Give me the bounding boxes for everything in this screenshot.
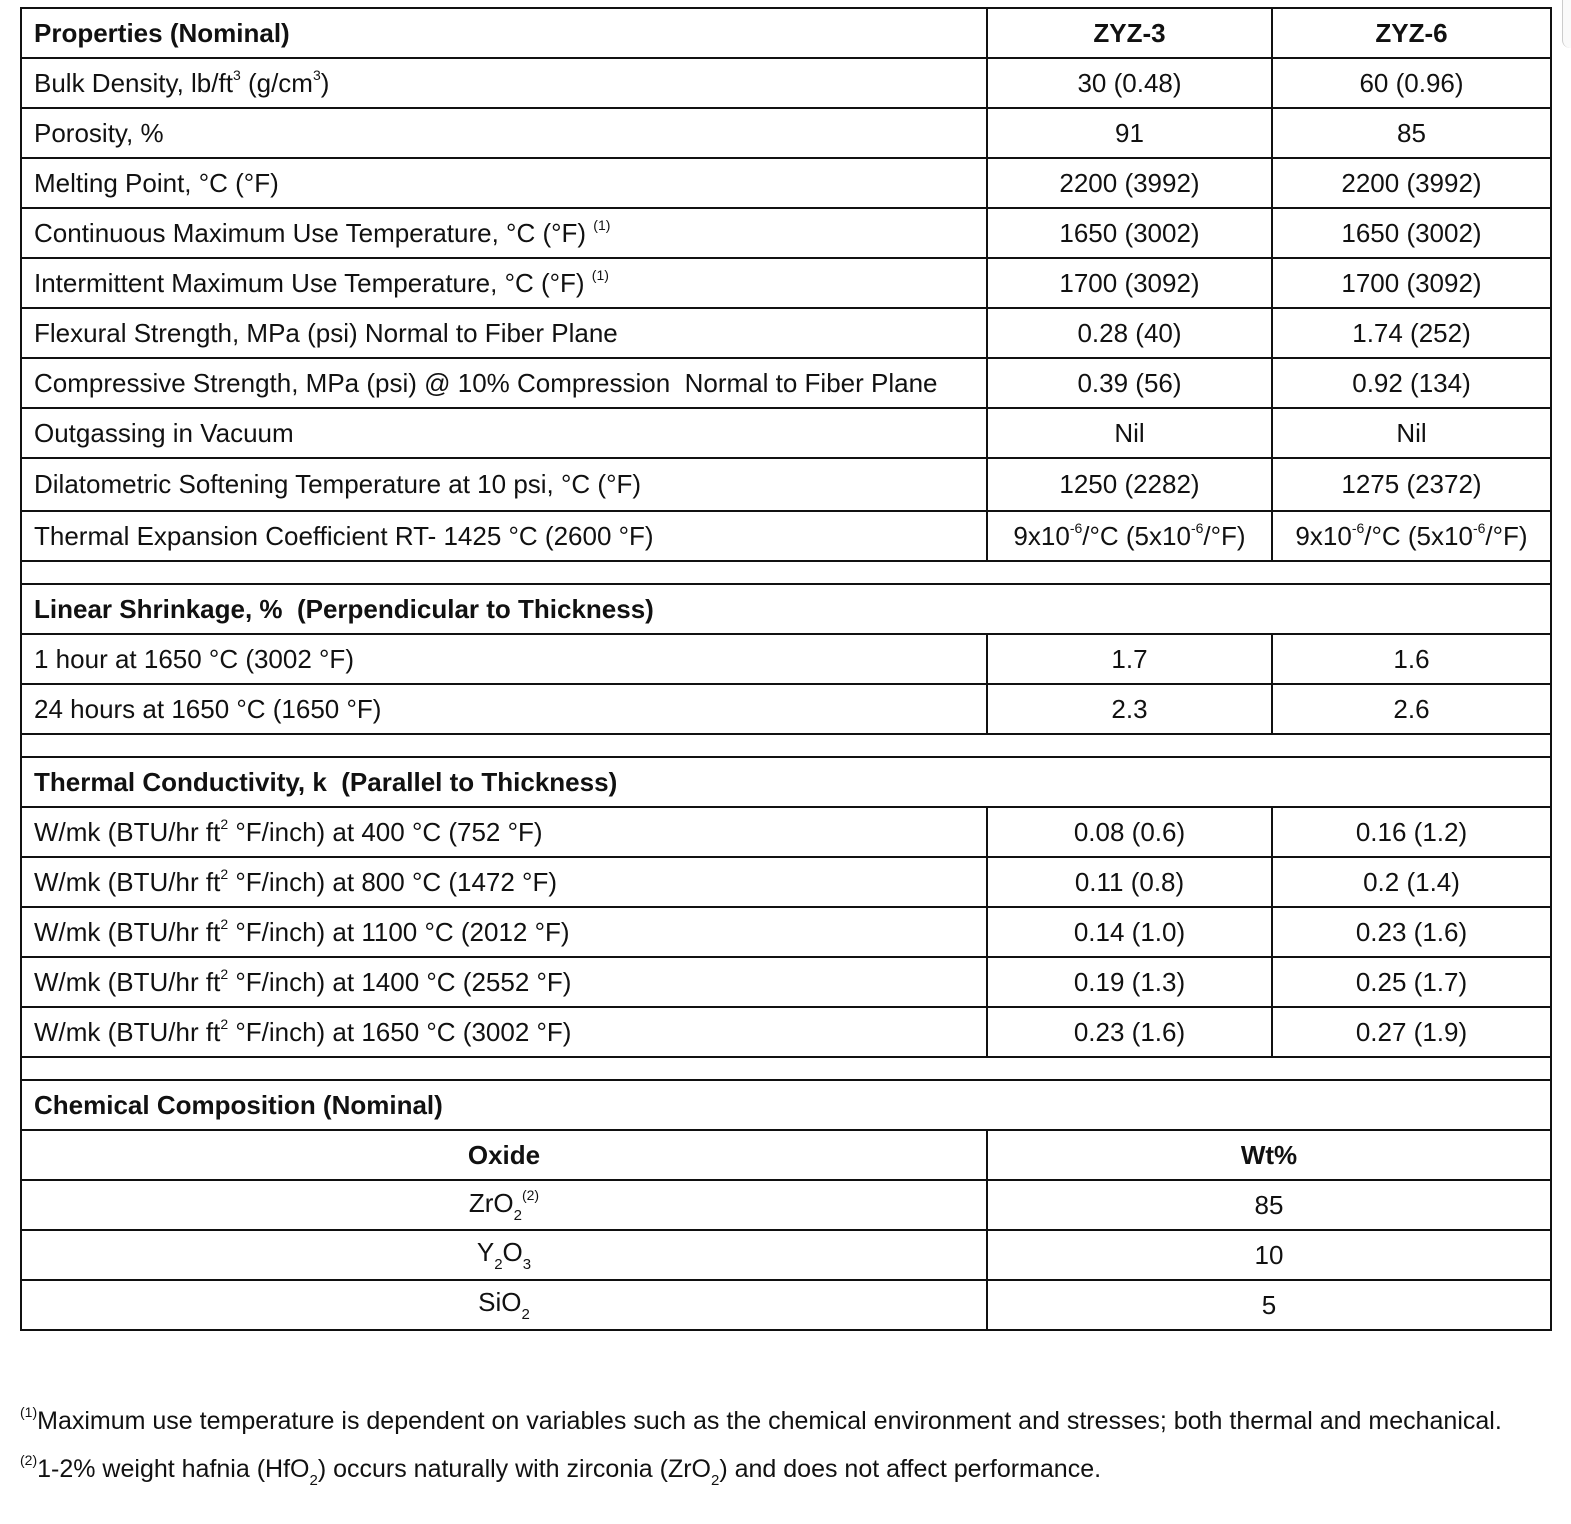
value-zyz3: 1.7 — [987, 634, 1272, 684]
header-zyz3: ZYZ-3 — [987, 8, 1272, 58]
property-name: Flexural Strength, MPa (psi) Normal to Fiber Plane — [21, 308, 987, 358]
property-name: Compressive Strength, MPa (psi) @ 10% Compression Normal to Fiber Plane — [21, 358, 987, 408]
table-row — [21, 1007, 1551, 1057]
value-zyz3: 0.39 (56) — [987, 358, 1272, 408]
properties-table — [20, 7, 1552, 1331]
value-zyz3: Nil — [987, 408, 1272, 458]
table-row — [21, 208, 1551, 258]
table-row — [21, 258, 1551, 308]
spacer-row — [21, 1057, 1551, 1080]
section-header-row — [21, 1080, 1551, 1130]
table-row — [21, 684, 1551, 734]
table-row — [21, 634, 1551, 684]
wt-header: Wt% — [987, 1130, 1551, 1180]
window-edge — [1562, 0, 1571, 48]
table-row — [21, 807, 1551, 857]
composition-header-row — [21, 1130, 1551, 1180]
value-zyz6: 0.2 (1.4) — [1272, 857, 1551, 907]
footnote-ref: (2) — [521, 1186, 540, 1203]
value-zyz6: 85 — [1272, 108, 1551, 158]
property-name: Dilatometric Softening Temperature at 10 psi, °C (°F) — [21, 458, 987, 511]
value-zyz3: 30 (0.48) — [987, 58, 1272, 108]
conductivity-title: Thermal Conductivity, k (Parallel to Thickness) — [21, 757, 1551, 807]
composition-title: Chemical Composition (Nominal) — [21, 1080, 1551, 1130]
shrinkage-title: Linear Shrinkage, % (Perpendicular to Thickness) — [21, 584, 1551, 634]
value-zyz6: 1700 (3092) — [1272, 258, 1551, 308]
value-zyz3: 0.08 (0.6) — [987, 807, 1272, 857]
value-zyz3: 2200 (3992) — [987, 158, 1272, 208]
property-name: Melting Point, °C (°F) — [21, 158, 987, 208]
value-zyz6: 0.92 (134) — [1272, 358, 1551, 408]
value-zyz3: 91 — [987, 108, 1272, 158]
section-header-row — [21, 584, 1551, 634]
header-row — [21, 8, 1551, 58]
property-name: Porosity, % — [21, 108, 987, 158]
value-zyz6: Nil — [1272, 408, 1551, 458]
property-name: W/mk (BTU/hr $ft^2$ °F/inch) at 800 °C (1472 °F) — [21, 857, 987, 907]
table-row — [21, 58, 1551, 108]
footnote-1: $^{(1)}$Maximum use temperature is dependent on variables such as the chemical environment and stresses; both thermal and mechanical. — [20, 1404, 1502, 1435]
property-name: W/mk (BTU/hr $ft^2$ °F/inch) at 1650 °C (3002 °F) — [21, 1007, 987, 1057]
table-row — [21, 1280, 1551, 1330]
table-row — [21, 108, 1551, 158]
value-zyz3: 1250 (2282) — [987, 458, 1272, 511]
value-zyz6: 60 (0.96) — [1272, 58, 1551, 108]
property-name: Intermittent Maximum Use Temperature, °C (°F) $^{(1)}$ — [21, 258, 987, 308]
oxide-name: $Y_2O_3$ — [21, 1230, 987, 1280]
oxide-wt: 85 — [987, 1180, 1551, 1230]
table-row — [21, 1180, 1551, 1230]
value-zyz3: 2.3 — [987, 684, 1272, 734]
value-zyz6: 0.16 (1.2) — [1272, 807, 1551, 857]
table-row — [21, 408, 1551, 458]
value-zyz3: 1700 (3092) — [987, 258, 1272, 308]
value-zyz6: 2200 (3992) — [1272, 158, 1551, 208]
oxide-wt: 5 — [987, 1280, 1551, 1330]
value-zyz6: $9x10^{-6}/^\circ C$ $(5x10^{-6}/^\circ F)$ — [1272, 511, 1551, 561]
value-zyz3: 0.28 (40) — [987, 308, 1272, 358]
footnote-ref: (1) — [593, 217, 611, 233]
table-row — [21, 857, 1551, 907]
property-name: Continuous Maximum Use Temperature, °C (°F) $^{(1)}$ — [21, 208, 987, 258]
table-row — [21, 458, 1551, 511]
value-zyz3: 0.23 (1.6) — [987, 1007, 1272, 1057]
header-zyz6: ZYZ-6 — [1272, 8, 1551, 58]
oxide-header: Oxide — [21, 1130, 987, 1180]
table-row — [21, 511, 1551, 561]
value-zyz3: 0.19 (1.3) — [987, 957, 1272, 1007]
oxide-name: SiO$_2$ — [21, 1280, 987, 1330]
table-row — [21, 358, 1551, 408]
table-row — [21, 907, 1551, 957]
value-zyz6: 2.6 — [1272, 684, 1551, 734]
value-zyz6: 0.23 (1.6) — [1272, 907, 1551, 957]
value-zyz3: 1650 (3002) — [987, 208, 1272, 258]
value-zyz6: 1.74 (252) — [1272, 308, 1551, 358]
footnotes — [20, 1393, 1502, 1500]
table-row — [21, 308, 1551, 358]
spacer-row — [21, 734, 1551, 757]
property-name: W/mk (BTU/hr $ft^2$ °F/inch) at 1100 °C (2012 °F) — [21, 907, 987, 957]
property-name: W/mk (BTU/hr $ft^2$ °F/inch) at 1400 °C (2552 °F) — [21, 957, 987, 1007]
property-name: Thermal Expansion Coefficient RT- 1425 °C (2600 °F) — [21, 511, 987, 561]
value-zyz6: 1275 (2372) — [1272, 458, 1551, 511]
value-zyz3: 0.14 (1.0) — [987, 907, 1272, 957]
header-label: Properties (Nominal) — [21, 8, 987, 58]
spacer-row — [21, 561, 1551, 584]
footnote-2: $^{(2)}$1-2% weight hafnia (HfO$_2$) occurs naturally with zirconia (ZrO$_2$) and does not affect performance. — [20, 1452, 1102, 1489]
table-row — [21, 1230, 1551, 1280]
property-name: 24 hours at 1650 °C (1650 °F) — [21, 684, 987, 734]
property-name: Outgassing in Vacuum — [21, 408, 987, 458]
value-zyz6: 1.6 — [1272, 634, 1551, 684]
value-zyz6: 0.27 (1.9) — [1272, 1007, 1551, 1057]
property-name: Bulk Density, $lb/ft^3$ $(g/cm^3)$ — [21, 58, 987, 108]
property-name: W/mk (BTU/hr $ft^2$ °F/inch) at 400 °C (752 °F) — [21, 807, 987, 857]
table-row — [21, 158, 1551, 208]
property-name: 1 hour at 1650 °C (3002 °F) — [21, 634, 987, 684]
table-row — [21, 957, 1551, 1007]
value-zyz6: 1650 (3002) — [1272, 208, 1551, 258]
value-zyz3: 0.11 (0.8) — [987, 857, 1272, 907]
value-zyz6: 0.25 (1.7) — [1272, 957, 1551, 1007]
footnote-ref: (1) — [591, 267, 609, 283]
value-zyz3: $9x10^{-6}/^\circ C$ $(5x10^{-6}/^\circ F)$ — [987, 511, 1272, 561]
oxide-name: ZrO$_2^{(2)}$ — [21, 1180, 987, 1230]
oxide-wt: 10 — [987, 1230, 1551, 1280]
section-header-row — [21, 757, 1551, 807]
